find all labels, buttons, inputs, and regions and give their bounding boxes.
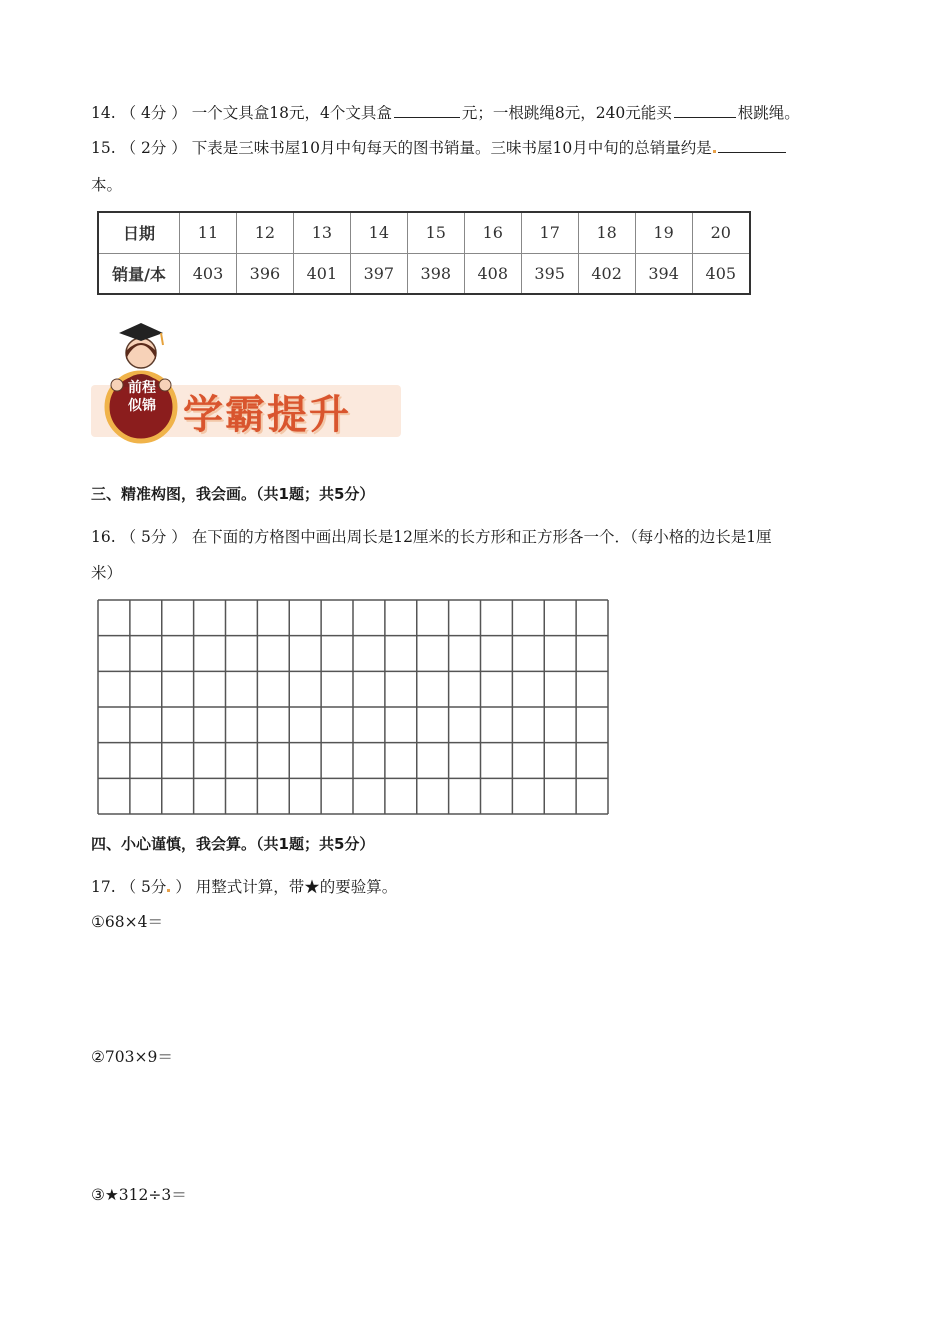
q17-number: 17.	[91, 878, 116, 896]
table-cell: 16	[464, 212, 521, 253]
section-3-title: 三、精准构图，我会画。（共1题；共5分）	[91, 485, 375, 503]
q17-item-1: ①68×4＝	[91, 913, 163, 931]
question-17	[91, 877, 397, 897]
table-cell: 20	[692, 212, 750, 253]
q16-score: （ 5分 ）	[120, 528, 187, 546]
badge-circle-text	[115, 379, 169, 415]
table-cell: 17	[521, 212, 578, 253]
table-cell: 14	[350, 212, 407, 253]
table-cell: 408	[464, 253, 521, 294]
q16-text-b: 米）	[91, 564, 123, 582]
table-cell: 396	[236, 253, 293, 294]
table-header-date: 日期	[98, 212, 180, 253]
q14-number: 14.	[91, 104, 116, 122]
q15-text-a: 下表是三味书屋10月中旬每天的图书销量。三味书屋10月中旬的总销量约是	[191, 139, 712, 157]
q17-item-3: ③★312÷3＝	[91, 1186, 187, 1204]
q17-text: 用整式计算，带★的要验算。	[195, 878, 398, 896]
question-15	[91, 138, 788, 158]
accent-dot	[713, 150, 716, 153]
section-4-title: 四、小心谨慎，我会算。（共1题；共5分）	[91, 835, 375, 853]
table-cell: 11	[180, 212, 237, 253]
q17-score-a: （ 5分	[120, 878, 167, 896]
q17-score-b: ）	[175, 878, 191, 896]
table-cell: 13	[293, 212, 350, 253]
study-badge	[91, 315, 411, 445]
q15-number: 15.	[91, 139, 116, 157]
question-16	[91, 527, 772, 547]
table-cell: 15	[407, 212, 464, 253]
table-cell: 398	[407, 253, 464, 294]
table-cell: 397	[350, 253, 407, 294]
q16-number: 16.	[91, 528, 116, 546]
q14-score: （ 4分 ）	[120, 104, 187, 122]
table-cell: 405	[692, 253, 750, 294]
q16-line-2	[91, 563, 122, 583]
badge-circle-line-1: 前程	[128, 380, 156, 396]
table-row-dates	[98, 212, 750, 253]
q14-text-a: 一个文具盒18元，4个文具盒	[191, 104, 392, 122]
accent-dot	[167, 889, 170, 892]
q17-item-2: ②703×9＝	[91, 1048, 173, 1066]
table-cell: 394	[635, 253, 692, 294]
table-row-sales	[98, 253, 750, 294]
q14-text-b: 元；一根跳绳8元，240元能买	[461, 104, 672, 122]
q14-text-c: 根跳绳。	[737, 104, 800, 122]
q15-blank[interactable]	[718, 138, 786, 153]
q15-line-2	[91, 175, 122, 195]
table-header-sales: 销量/本	[98, 253, 180, 294]
q14-blank-2[interactable]	[674, 103, 736, 118]
table-cell: 12	[236, 212, 293, 253]
question-14	[91, 103, 800, 123]
table-cell: 395	[521, 253, 578, 294]
table-cell: 18	[578, 212, 635, 253]
table-cell: 403	[180, 253, 237, 294]
drawing-grid[interactable]	[97, 599, 609, 815]
sales-table	[97, 211, 751, 295]
badge-title: 学霸提升	[183, 392, 351, 438]
badge-circle-line-2: 似锦	[128, 398, 156, 414]
q14-blank-1[interactable]	[394, 103, 460, 118]
table-cell: 19	[635, 212, 692, 253]
table-cell: 401	[293, 253, 350, 294]
q15-text-b: 本。	[91, 176, 123, 194]
table-cell: 402	[578, 253, 635, 294]
q16-text-a: 在下面的方格图中画出周长是12厘米的长方形和正方形各一个．（每小格的边长是1厘	[191, 528, 772, 546]
q15-score: （ 2分 ）	[120, 139, 187, 157]
